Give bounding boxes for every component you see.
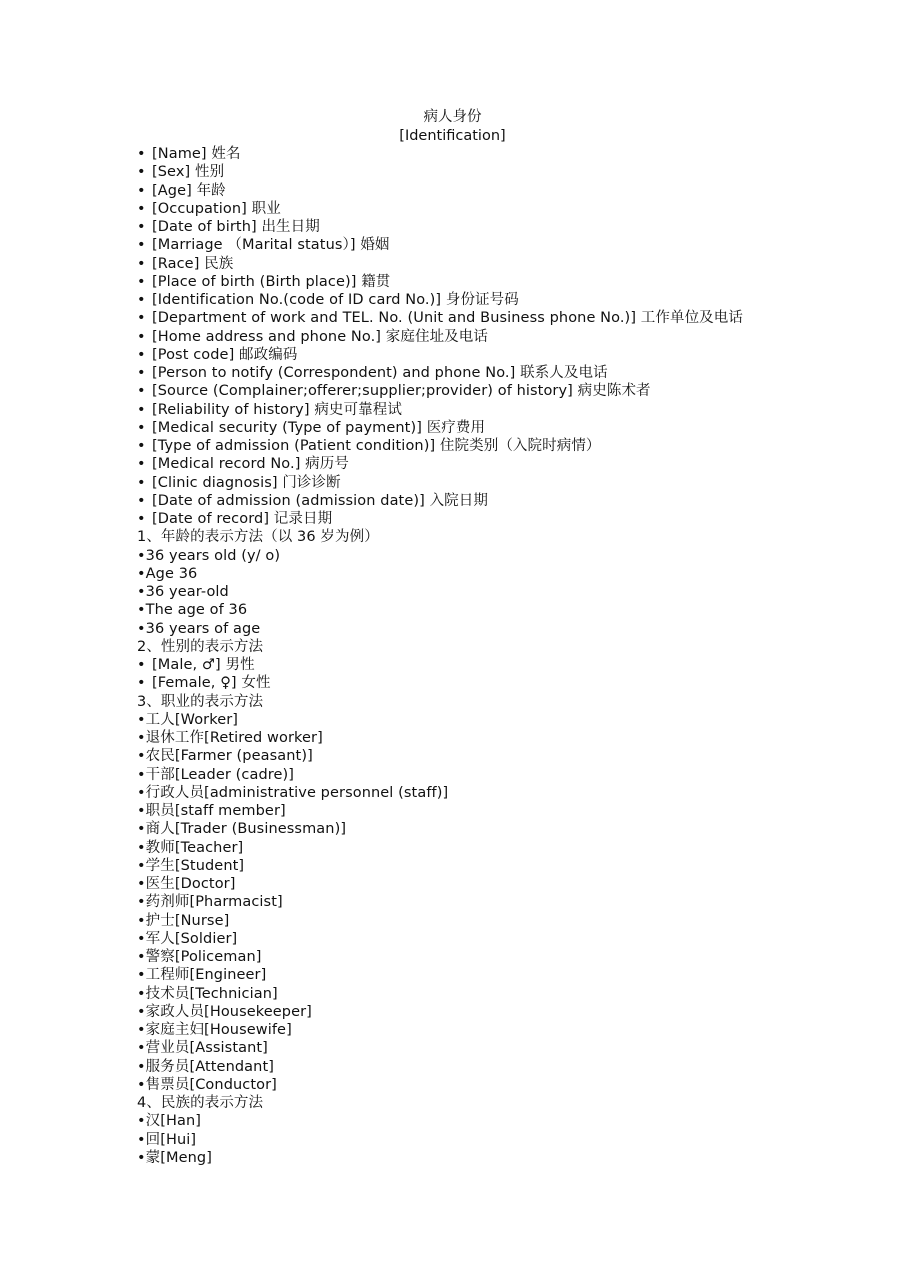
list-item-text: 职员[staff member] — [145, 803, 286, 819]
bullet: • — [137, 1149, 146, 1166]
list-item-text: [Place of birth (Birth place)] 籍贯 — [152, 273, 391, 290]
list-item — [137, 948, 877, 966]
list-item-text: [Reliability of history] 病史可靠程试 — [152, 401, 402, 418]
list-item-race — [137, 255, 877, 273]
list-item — [137, 1076, 877, 1094]
title-english: [Identification] — [399, 128, 506, 144]
section-heading-occupation: 3、职业的表示方法 — [137, 693, 264, 710]
list-item-person-to-notify — [137, 364, 877, 382]
bullet: • — [137, 730, 146, 746]
list-item-text: [Medical security (Type of payment)] 医疗费用 — [152, 419, 486, 436]
bullet: • — [137, 255, 146, 272]
list-item-identification-no — [137, 291, 877, 309]
list-item-text: 干部[Leader (cadre)] — [145, 766, 295, 783]
bullet: • — [137, 474, 146, 491]
list-item — [137, 620, 877, 638]
list-item-text: [Male, ♂] 男性 — [152, 657, 255, 673]
list-item-text: 护士[Nurse] — [145, 912, 230, 929]
bullet: • — [137, 310, 146, 327]
bullet: • — [137, 219, 146, 235]
list-item-age — [137, 182, 877, 200]
list-item — [137, 1149, 877, 1167]
bullet: • — [137, 1058, 146, 1075]
list-item — [137, 674, 877, 692]
list-item-text: [Date of birth] 出生日期 — [152, 219, 320, 235]
list-item-home-address — [137, 328, 877, 346]
list-item-text: [Department of work and TEL. No. (Unit and Business phone No.)] 工作单位及电话 — [152, 310, 743, 327]
bullet: • — [137, 857, 146, 874]
bullet: • — [137, 419, 146, 436]
bullet: • — [137, 164, 146, 181]
list-item — [137, 1003, 877, 1021]
list-item-date-of-admission — [137, 492, 877, 510]
bullet: • — [137, 438, 146, 454]
list-item-text: 药剂师[Pharmacist] — [145, 894, 283, 911]
bullet: • — [137, 492, 146, 509]
list-item-text: [Clinic diagnosis] 门诊诊断 — [152, 474, 341, 491]
list-item — [137, 893, 877, 911]
list-item — [137, 747, 877, 765]
list-item-place-of-birth — [137, 273, 877, 291]
list-item-text: 医生[Doctor] — [145, 876, 236, 892]
bullet: • — [137, 346, 146, 363]
list-item-sex — [137, 163, 877, 181]
list-item-type-of-admission — [137, 437, 877, 455]
list-item-text: [Date of record] 记录日期 — [152, 511, 333, 527]
bullet: • — [137, 803, 146, 819]
list-item-text: 工人[Worker] — [145, 711, 239, 728]
list-item-reliability — [137, 401, 877, 419]
bullet: • — [137, 985, 146, 1002]
list-item-text: [Age] 年龄 — [152, 182, 226, 199]
list-item — [137, 857, 877, 875]
list-item-text: 36 year-old — [145, 584, 229, 600]
bullet: • — [137, 200, 146, 217]
list-item-text: 行政人员[administrative personnel (staff)] — [145, 784, 449, 801]
list-item — [137, 565, 877, 583]
list-item-text: [Date of admission (admission date)] 入院日期 — [152, 492, 488, 509]
bullet: • — [137, 383, 146, 400]
list-item-text: 36 years old (y/ o) — [145, 547, 281, 564]
list-item-text: 回[Hui] — [145, 1131, 197, 1148]
list-item-text: [Source (Complainer;offerer;supplier;provider) of history] 病史陈术者 — [152, 383, 651, 400]
list-item — [137, 1131, 877, 1149]
list-item-text: 售票员[Conductor] — [145, 1076, 277, 1093]
bullet: • — [137, 456, 146, 473]
bullet: • — [137, 328, 146, 345]
bullet: • — [137, 1003, 146, 1020]
bullet: • — [137, 273, 146, 290]
bullet: • — [137, 912, 146, 929]
bullet: • — [137, 620, 146, 637]
section-heading-sex: 2、性别的表示方法 — [137, 638, 264, 655]
list-item-text: [Race] 民族 — [152, 255, 234, 272]
list-item — [137, 985, 877, 1003]
list-item-marriage — [137, 236, 877, 254]
list-item — [137, 930, 877, 948]
list-item-medical-security — [137, 419, 877, 437]
bullet: • — [137, 784, 146, 801]
list-item-text: [Identification No.(code of ID card No.)] 身份证号码 — [152, 292, 519, 308]
list-item — [137, 1058, 877, 1076]
list-item-text: 蒙[Meng] — [145, 1149, 212, 1166]
list-item-text: [Marriage （Marital status）] 婚姻 — [152, 237, 390, 254]
bullet: • — [137, 876, 146, 892]
list-item-text: 服务员[Attendant] — [145, 1058, 274, 1075]
bullet: • — [137, 839, 146, 856]
document-body — [137, 145, 877, 1167]
bullet: • — [137, 748, 146, 765]
bullet: • — [137, 657, 146, 673]
section-heading-age: 1、年龄的表示方法（以 36 岁为例） — [137, 529, 379, 546]
bullet: • — [137, 237, 146, 254]
list-item-text: [Type of admission (Patient condition)] 住院类别（入院时病情） — [152, 438, 601, 454]
list-item-text: [Post code] 邮政编码 — [152, 346, 298, 363]
list-item-text: 36 years of age — [145, 620, 261, 637]
list-item — [137, 1112, 877, 1130]
bullet: • — [137, 1076, 146, 1093]
bullet: • — [137, 146, 146, 162]
list-item-text: [Occupation] 职业 — [152, 200, 281, 217]
bullet: • — [137, 365, 146, 381]
bullet: • — [137, 292, 146, 308]
list-item — [137, 1021, 877, 1039]
list-item-text: 家庭主妇[Housewife] — [145, 1022, 292, 1038]
list-item-text: 技术员[Technician] — [145, 985, 278, 1002]
bullet: • — [137, 821, 146, 838]
list-item-source — [137, 382, 877, 400]
bullet: • — [137, 949, 146, 965]
list-item — [137, 784, 877, 802]
list-item-date-of-birth — [137, 218, 877, 236]
list-item-text: 学生[Student] — [145, 857, 245, 874]
bullet: • — [137, 1022, 146, 1038]
list-item — [137, 766, 877, 784]
list-item-text: 工程师[Engineer] — [145, 967, 267, 984]
list-item-text: 退休工作[Retired worker] — [145, 730, 323, 746]
list-item-text: The age of 36 — [145, 602, 248, 619]
list-item-text: Age 36 — [145, 565, 198, 582]
list-item — [137, 802, 877, 820]
bullet: • — [137, 182, 146, 199]
bullet: • — [137, 1040, 146, 1057]
bullet: • — [137, 565, 146, 582]
list-item-text: 家政人员[Housekeeper] — [145, 1003, 312, 1020]
bullet: • — [137, 766, 146, 783]
title-chinese: 病人身份 — [423, 109, 482, 125]
list-item-text: 军人[Soldier] — [145, 930, 238, 947]
list-item — [137, 711, 877, 729]
list-item-medical-record-no — [137, 455, 877, 473]
list-item-date-of-record — [137, 510, 877, 528]
bullet: • — [137, 401, 146, 418]
bullet: • — [137, 967, 146, 984]
bullet: • — [137, 1131, 146, 1148]
list-item-post-code — [137, 346, 877, 364]
bullet: • — [137, 930, 146, 947]
list-item-text: [Medical record No.] 病历号 — [152, 456, 349, 473]
list-item — [137, 656, 877, 674]
list-item-clinic-diagnosis — [137, 474, 877, 492]
bullet: • — [137, 584, 146, 600]
bullet: • — [137, 894, 146, 911]
list-item-text: 汉[Han] — [145, 1113, 202, 1130]
bullet: • — [137, 675, 146, 692]
list-item — [137, 820, 877, 838]
list-item-name — [137, 145, 877, 163]
list-item-text: [Female, ♀] 女性 — [152, 675, 271, 692]
list-item — [137, 966, 877, 984]
list-item — [137, 601, 877, 619]
bullet: • — [137, 547, 146, 564]
list-item-text: 教师[Teacher] — [145, 839, 244, 856]
list-item — [137, 839, 877, 857]
bullet: • — [137, 1113, 146, 1130]
list-item-text: 商人[Trader (Businessman)] — [145, 821, 347, 838]
list-item — [137, 729, 877, 747]
list-item — [137, 875, 877, 893]
title-block — [0, 108, 905, 146]
list-item-text: 营业员[Assistant] — [145, 1040, 268, 1057]
section-heading-race: 4、民族的表示方法 — [137, 1095, 264, 1111]
list-item — [137, 1039, 877, 1057]
list-item-text: 警察[Policeman] — [145, 949, 262, 965]
list-item-text: 农民[Farmer (peasant)] — [145, 748, 313, 765]
list-item-text: [Person to notify (Correspondent) and phone No.] 联系人及电话 — [152, 365, 608, 381]
list-item-text: [Sex] 性别 — [152, 164, 225, 181]
list-item-department — [137, 309, 877, 327]
list-item — [137, 547, 877, 565]
list-item-text: [Name] 姓名 — [152, 146, 241, 162]
list-item-text: [Home address and phone No.] 家庭住址及电话 — [152, 328, 488, 345]
list-item — [137, 583, 877, 601]
bullet: • — [137, 511, 146, 527]
bullet: • — [137, 602, 146, 619]
bullet: • — [137, 711, 146, 728]
list-item — [137, 912, 877, 930]
list-item-occupation — [137, 200, 877, 218]
